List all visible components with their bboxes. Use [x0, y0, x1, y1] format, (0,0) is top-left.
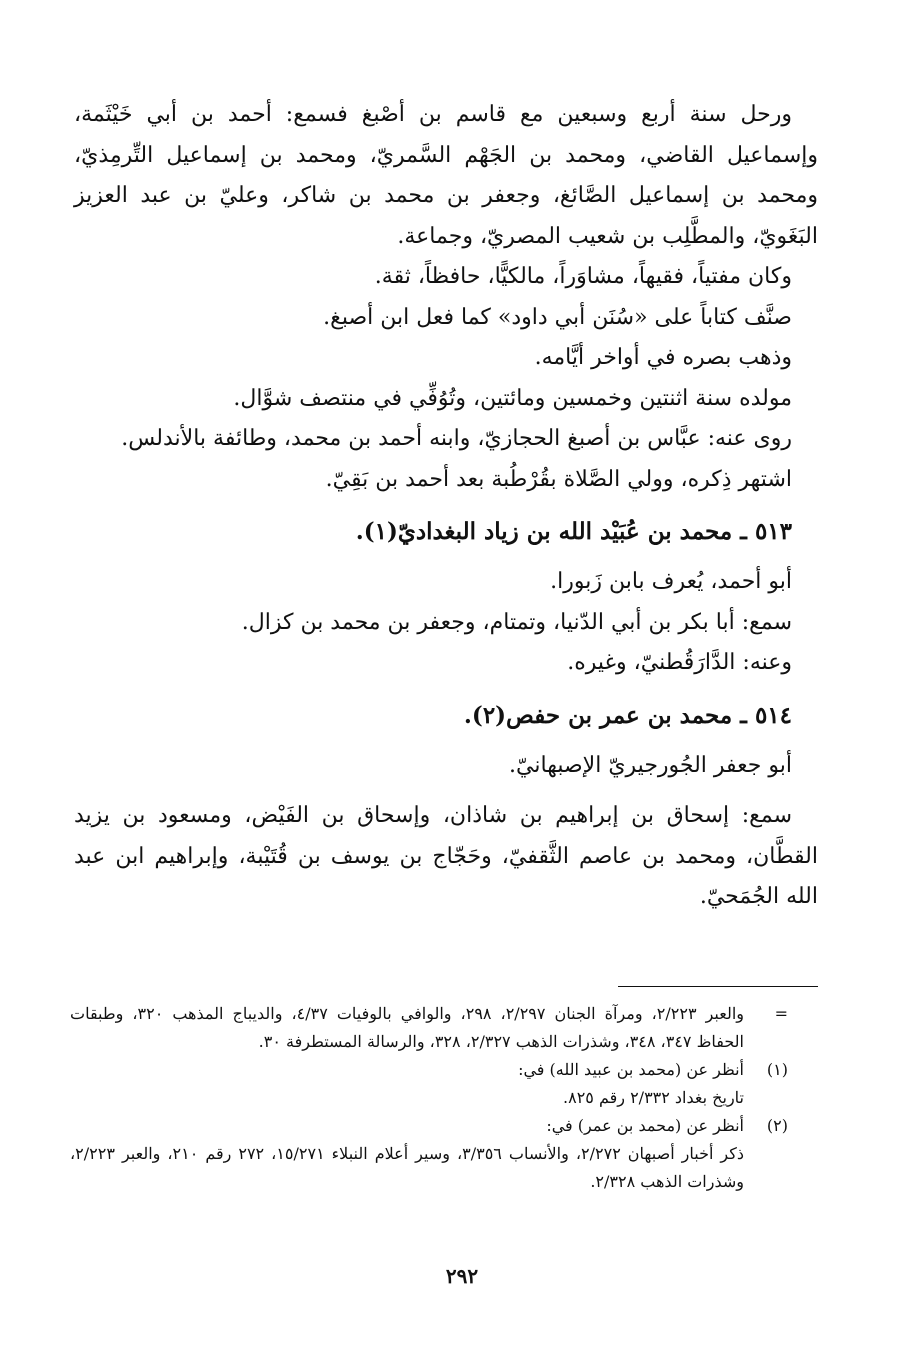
paragraph-blindness: وذهب بصره في أواخر أيَّامه. — [534, 345, 792, 370]
footnote-1-mark: (١) — [766, 1060, 788, 1079]
footnotes — [70, 1000, 788, 1196]
paragraph-authored: صنَّف كتاباً على «سُنَن أبي داود» كما فعل ابن أصبغ. — [323, 304, 792, 330]
footnote-continuation — [70, 1000, 788, 1056]
body-text — [74, 95, 818, 918]
footnote-separator — [618, 986, 818, 987]
entry-513-heard: سمع: أبا بكر بن أبي الدّنيا، وتمتام، وجعفر بن محمد بن كزال. — [241, 609, 792, 635]
entry-514-heading: ٥١٤ ـ محمد بن عمر بن حفص(٢). — [463, 701, 792, 729]
footnote-2-mark: (٢) — [766, 1116, 788, 1135]
entry-514-kunya: أبو جعفر الجُورجيريّ الإصبهانيّ. — [509, 752, 792, 778]
footnote-2 — [70, 1112, 788, 1196]
footnote-2-line-1: أنظر عن (محمد بن عمر) في: — [546, 1116, 744, 1135]
footnote-1 — [70, 1056, 788, 1112]
paragraph-narrators: روى عنه: عبَّاس بن أصبغ الحجازيّ، وابنه أحمد بن محمد، وطائفة بالأندلس. — [121, 426, 792, 451]
page-number: ٢٩٢ — [445, 1264, 479, 1288]
page-content — [74, 95, 818, 918]
footnote-continuation-mark: = — [774, 1004, 788, 1023]
entry-513-kunya: أبو أحمد، يُعرف بابن زَبورا. — [550, 569, 792, 594]
entry-514-heard: سمع: إسحاق بن إبراهيم بن شاذان، وإسحاق بن الفَيْض، ومسعود بن يزيد القطَّان، ومحمد بن عاصم الثَّقفيّ، وحَجّاج بن يوسف بن قُتَيْبة، وإبراهيم ابن عبد الله الجُمَحيّ. — [74, 803, 818, 909]
footnote-1-line-1: أنظر عن (محمد بن عبيد الله) في: — [518, 1060, 744, 1079]
paragraph-travel: ورحل سنة أربع وسبعين مع قاسم بن أصْبغ فسمع: أحمد بن أبي خَيْثَمة، وإسماعيل القاضي، ومحمد بن الجَهْم السَّمريّ، ومحمد بن إسماعيل التِّرمِذيّ، ومحمد بن إسماعيل الصَّائغ، وجعفر بن محمد بن شاكر، وعليّ بن عبد العزيز البَغَويّ، والمطَّلِب بن شعيب المصريّ، وجماعة. — [74, 102, 818, 249]
entry-513-heading: ٥١٣ ـ محمد بن عُبَيْد الله بن زياد البغداديّ(١). — [355, 518, 792, 545]
footnote-continuation-text: والعبر ٢/٢٢٣، ومرآة الجنان ٢/٢٩٧، ٢٩٨، والوافي بالوفيات ٤/٣٧، والديباج المذهب ٣٢٠، وطبقات الحفاظ ٣٤٧، ٣٤٨، وشذرات الذهب ٢/٣٢٧، ٣٢٨، والرسالة المستطرفة ٣٠. — [70, 1004, 745, 1051]
footnote-2-line-2: ذكر أخبار أصبهان ٢/٢٧٢، والأنساب ٣/٣٥٦، وسير أعلام النبلاء ١٥/٢٧١، ٢٧٢ رقم ٢١٠، والعبر ٢/٢٢٣، وشذرات الذهب ٢/٣٢٨. — [70, 1144, 745, 1191]
footnote-1-line-2: تاريخ بغداد ٢/٣٣٢ رقم ٨٢٥. — [563, 1088, 744, 1107]
paragraph-description: وكان مفتياً، فقيهاً، مشاوَراً، مالكيًّا، حافظاً، ثقة. — [374, 264, 792, 289]
paragraph-birth-death: مولده سنة اثنتين وخمسين ومائتين، وتُوُفِّي في منتصف شوَّال. — [233, 385, 792, 411]
entry-513-from-him: وعنه: الدَّارَقُطنيّ، وغيره. — [567, 650, 792, 675]
paragraph-fame: اشتهر ذِكره، وولي الصَّلاة بقُرْطُبة بعد أحمد بن بَقِيّ. — [325, 466, 792, 492]
